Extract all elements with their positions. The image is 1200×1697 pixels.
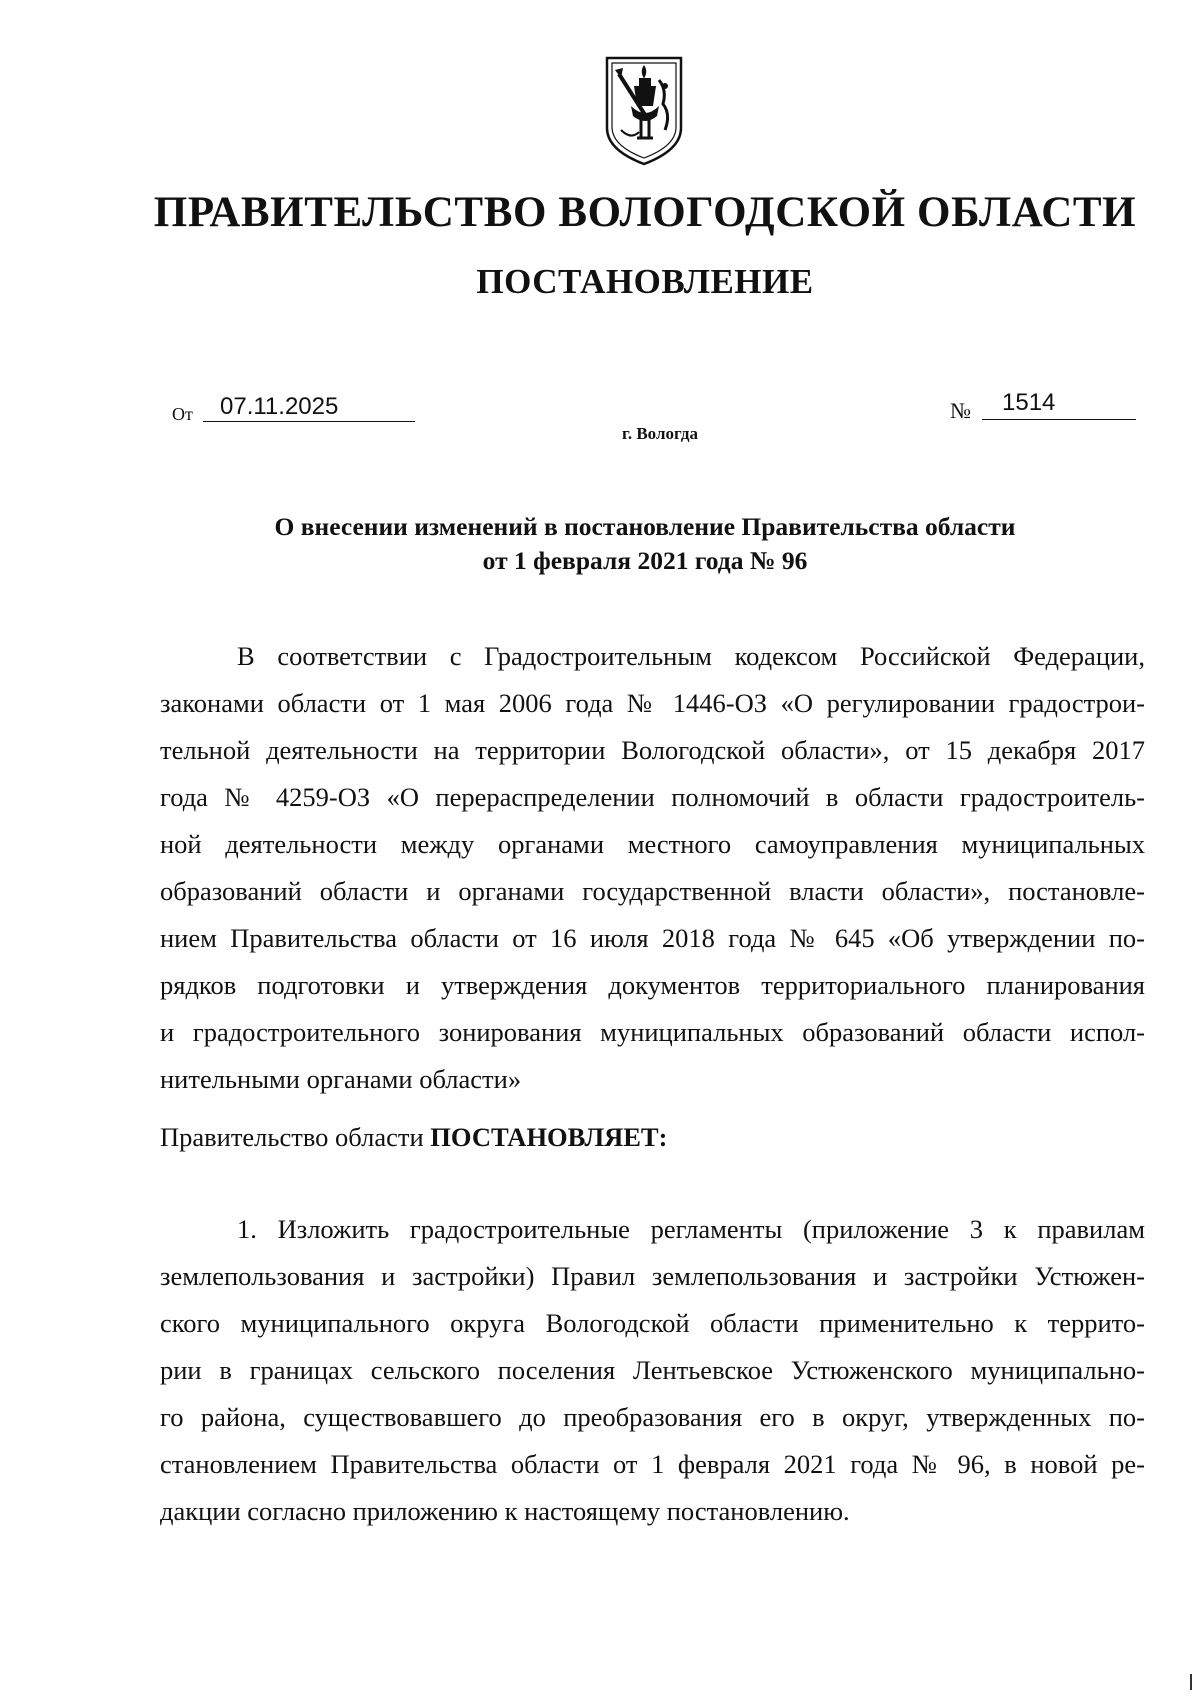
issuing-authority-heading: ПРАВИТЕЛЬСТВО ВОЛОГОДСКОЙ ОБЛАСТИ [153, 189, 1137, 236]
paragraph-line: 1. Изложить градостроительные регламенты (приложение 3 к правилам [237, 1214, 1145, 1244]
preamble-paragraph [160, 633, 1145, 1103]
paragraph-line: В соответствии с Градостроительным кодексом Российской Федерации, [237, 641, 1145, 671]
coat-of-arms-emblem [601, 50, 687, 168]
document-type-heading: ПОСТАНОВЛЕНИЕ [476, 262, 814, 301]
paragraph-line: и градостроительного зонирования муниципальных образований области испол- [160, 1017, 1145, 1047]
paragraph-line: образований области и органами государственной власти области», постановле- [160, 876, 1145, 906]
date-prefix-label: От [172, 404, 193, 424]
title-line: от 1 февраля 2021 года № 96 [482, 546, 808, 575]
number-sign-label: № [950, 398, 971, 423]
document-number: 1514 [1002, 389, 1056, 416]
document-date-field [203, 387, 415, 422]
paragraph-line: го района, существовавшего до преобразования его в округ, утвержденных по- [160, 1402, 1145, 1432]
paragraph-line: рядков подготовки и утверждения документов территориального планирования [160, 970, 1145, 1000]
scan-margin-mark [1190, 1674, 1192, 1690]
resolving-line [160, 1114, 1145, 1161]
paragraph-line: года № 4259-ОЗ «О перераспределении полномочий в области градостроитель- [160, 782, 1145, 812]
document-date: 07.11.2025 [220, 393, 339, 420]
paragraph-line: ной деятельности между органами местного самоуправления муниципальных [160, 829, 1145, 859]
paragraph-line: тельной деятельности на территории Вологодской области», от 15 декабря 2017 [160, 735, 1145, 765]
paragraph-line: законами области от 1 мая 2006 года № 1446-ОЗ «О регулировании градострои- [160, 688, 1145, 718]
place-of-issue: г. Вологда [622, 424, 698, 443]
document-title [150, 510, 1140, 578]
clause-1-paragraph [160, 1206, 1145, 1535]
resolving-clause [160, 1114, 1145, 1161]
paragraph-line: ского муниципального округа Вологодской области применительно к террито- [160, 1308, 1145, 1338]
paragraph-line: землепользования и застройки) Правил землепользования и застройки Устюжен- [160, 1261, 1145, 1291]
paragraph-line: нительными органами области» [160, 1064, 522, 1094]
resolving-word: ПОСТАНОВЛЯЕТ: [430, 1122, 668, 1152]
document-number-field [982, 385, 1136, 420]
resolving-prefix: Правительство области [160, 1122, 424, 1152]
paragraph-line: нием Правительства области от 16 июля 2018 года № 645 «Об утверждении по- [160, 923, 1145, 953]
paragraph-line: дакции согласно приложению к настоящему постановлению. [160, 1496, 850, 1526]
title-line: О внесении изменений в постановление Правительства области [274, 512, 1016, 541]
paragraph-line: рии в границах сельского поселения Лентьевское Устюженского муниципально- [160, 1355, 1145, 1385]
paragraph-line: становлением Правительства области от 1 февраля 2021 года № 96, в новой ре- [160, 1449, 1145, 1479]
